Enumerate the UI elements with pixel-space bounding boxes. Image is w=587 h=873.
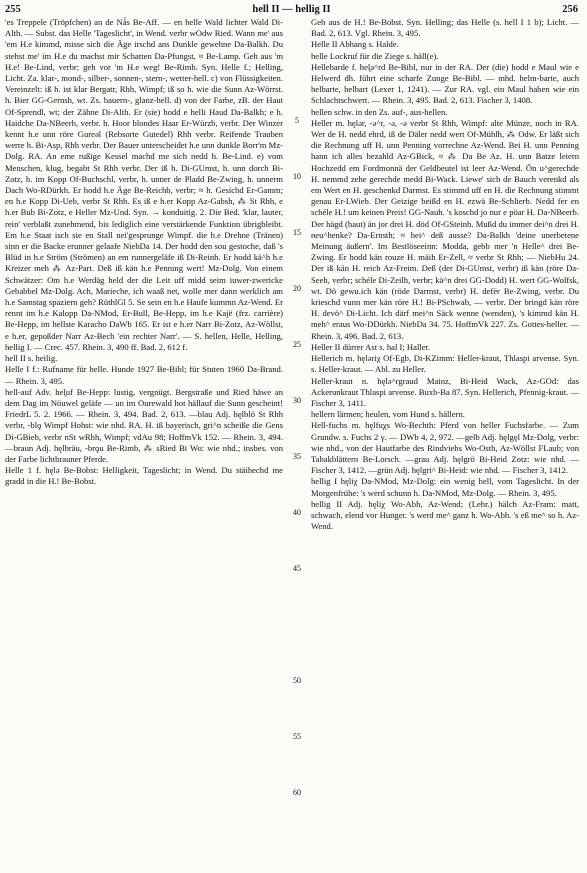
entry-hellen: hellen schw. in den Zs. auf-, aus-hellen. <box>311 106 448 117</box>
entry-heller: Heller m. hęlǝr, -ǝ^r, -ǝ, -ǝ verbr St Rhh, Wimpf: alte Münze, noch in RA. Wer de H. nedd ehrd, iß de Däler nedd wert Of-Mühlh, ⁂ Odw. Er läßt sich die Rechnung uff H. unn Penning vorrechne Az-Wend. Bei H. unn Penning hann ich alles bezahld Az-GBick, ≈ ⁂ Da Be Az. H. unn Batze leiern Hochzedd em Fordmonnä der Geldbeutel ist leer Az-Wend. Ön u^gerechde H. nemmd zehe gerechde medd Bi-Wack. Liewe' sich de Bauch verenkd als em Wert en H. geschenkd Darmst. Es stimmd uff en H. die Rechnung stimmt genau Er-LWieb. Der Geizige beißd en H. ezwä Be-Schlierb. Nedd fer en schéle H.! um keinen Preis! GG-Nauh. 's koschd jo nur e pöar H. Da-NBeerb. Der hägd (haut) än jor drei H. död Of-GSteinh. Mußd du immer dei^n drei H. neu^henke? Da-Ernsth; ≈ hei^ deß ausse? Da-Balkh 'deine unerbetene Meinung äußern'. Im Bestlöseeinn: Modda, gebb mer 'n Helle^ drei Be-Zwing. Er hodd kän rouze H. mäih Er-Zell, ≈ verbr St Rhh; — NiebHu 24. Der iß kän H. reich Az-Freim. Deß (der Di-GUmst, verbr) iß kän (röre Da-Seeh, verbr; schéle Di-Zeilh, verbr; kä^n drei GG-Dodd) H. wert GG-Wolfsk, wt. Dö gewu.ich kän (röde Darmst, verbr) H. defër Be-Zwing, verbr. Du krieschd vunn mer kän röre H.! Bi-PSchwab, — verbr. Der bringd kän röre H. devö^ Di-Licht. Ich därf mei^n Säck wenne (wenden), 's kimmd kän H. meh^ eraus Wo-DDürkh. NiebDa 34. 75. HoffmVk 227. Zs. Gottes-heller. — Rhein. 3, 496. Bad. 2, 613. <box>311 117 579 341</box>
page-header <box>5 3 578 16</box>
line-number: 25 <box>293 340 301 349</box>
entry-hell-continued: 'es Treppele (Tröpfchen) an de Nǻs Be-Aff. — en helle Wald lichter Wald Di-Alth. — Subst. das Helle 'Tageslicht', in Wend. verbr wOdw Ried. Wann me' aus 'em H.e kimmd, misse sich die Äge irschd ans Dunkle gewehne Da-Balkh. Du stehst me' im H.e du machst mir Schatten Da-Pfungst, ≈ Be-Lamp. Geh aus 'm H.e! Be-Lind, verbr; geh vor 'm H.e weg! Be-Rimb. Syn. Helle f.; Helling, Licht. Za. klar-, mond-, silber-, sonnen-, stern-, wetter-hell. c) von Flüssigkeiten. Vereinzelt: iß h. ist klar Bergatr, Rhh, Wimpf; iß so h. wie die Sunn Az-Wörrst. h. Bier GG-Gernsh, wt. Zs. bauern-, glanz-hell. d) von der Farbe, zB. der Haut Of-Sprendl, wt; der Zähne Di-Alth. Er (sie) hodd e helli Haud Da-Balkh; e h. Haidche Da-NBeerb, verbr. h. Hoor blondes Haar Er-Würzb, verbr. Der Winzer kennt h.e unn röre Gureǝl (Rebsorte Gutedel) Rhh verbr. Reifende Trauben werre h. Bi-Asp, Rhh verbr. Der Bauer unterscheidet h.e unn dunkle Borr'm Mz-Dolg. RA. An eme rußige Kessel machd me sich nedd h. Be-Lind. e) vom Menschen, klug, begabt St Rhh verbr. Der iß h. Di-GUmst, h. unn dorch Bi-Zotz, h. im Kopp Of-Buchschl, verbr, h. unner de Pladd Be-Zwing, h. unnerm Dach Wo-RDürkh. Er hodd h.e Äge Be-Reichb, verbr; ≈ h. Gesichd Er-Gamm; en h.e Kopp Di-Ueb, verbr St Rhh. Es iß e h.er Kopp Az-Gabsh, ⁂ St Rhh, e h.er Bub Bi-Zotz, e Heller Mz-Und. Syn. → konduitig. 2. Die Bed. 'klar, lauter, rein' verblaßt zunehmend, bis lediglich eine verstärkende Funktion übrigbleibt. Em h.e Staat isch sie en Stall nei'gesprunge Wimpf. die h.e Drehne (Tränen) sinn er die Backe erunner gelaafe NiebDa 14. Der hodd den sou gestoche, daß 's Blüd in h.e Ström (Strömen) an em runnergeläfe iß Di-Reinh. Er hodd kä^h h.e Kreizer meh ⁂ Az-Part. Deß iß kän h.e Penning wert! Mz-Dolg. Von einem Schwätzer: Om h.e Werdäg held der die Leit uff midd seim iuwer-zwericke Gebabbel Mz-Dolg. Ach, Marieche, ich waaß net, wolle mer dann werklich am h.e Samstag spaziern geh? RüthlGl 5. Se sein en h.e Haufe kummn Az-Wend. Er rennt im h.e Kalopp Da-NMod, Er-Bull, Be-Hepp, im h.e Kajë (frz. carrière) Be-Hepp, im hellste Karacho DaWb 165. Er ist e h.er Narr Bi-Zotz, Az-Wöllst, e h.er, gepoßder Narr Az-Bech 'ein rechter Narr'. — S. hellen, Helle, Helling, hellig I. — Crec. 457. Rhein. 3, 490 ff. Bad. 2, 612 f. <box>5 17 283 352</box>
page-number-left: 255 <box>5 4 21 15</box>
entry-helle-ii: Helle II Abhang s. Halde. <box>311 39 399 50</box>
entry-hellern: hellern lärmen; heulen, vom Hund s. hällern. <box>311 409 465 420</box>
line-number: 40 <box>293 508 301 517</box>
entry-hellig-i: hellig I hęliχ Da-NMod, Mz-Dolg: ein wenig hell, vom Tageslicht. In der Morgenfrühe: 's werd schunn h. Da-NMod, Mz-Dolg. — Rhein. 3, 495. <box>311 476 579 498</box>
entry-heller-ii: Heller II dürrer Ast s. hal I; Haller. <box>311 341 431 352</box>
line-number: 30 <box>293 396 301 405</box>
line-number: 45 <box>293 564 301 573</box>
entry-hellebarde: Hellebarde f. hel̯ǝ^rd Be-Bibl, nur in der RA. Der (die) hodd e Maul wie e Helwerd dh. führt eine scharfe Zunge Be-Bibl. — mhd. helm-barte, auch helbarte, helbart (Lexer 1, 1241). — Zur RA. vgl. ein Maul haben wie ein Schlachtschwert. — Rhein. 3, 495. Bad. 2, 613. Fischer 3, 1408. <box>311 61 579 106</box>
line-number: 5 <box>295 116 299 125</box>
page-title: hell II — hellig II <box>252 4 331 15</box>
line-number: 15 <box>293 228 301 237</box>
entry-heller-kraut: Heller-kraut n. hęlǝ^rgraud Mainz, Bi-Heid Wack, Az-GOd: das Ackerunkraut Thlaspi arvense. Buxb-Ba 87. Syn. Hellerich, Pfennig-kraut. — Fischer 3, 1411. <box>311 375 579 408</box>
line-number: 10 <box>293 172 301 181</box>
entry-hell-fuchs: Hell-fuchs m. hęlfuχs Wo-Bechth: Pferd von heller Fuchsfarbe. — Zum Grundw. s. Fuchs 2 γ. — DWb 4, 2, 972. —gelb Adj. hęlgęl Mz-Dolg, verbr: wie nhd., von der Hautfarbe des Rindviehs Wo-Osth, Az-Wöllst FLaub; von Tabakblättern Be-Lorsch. —grau Adj. hęlgrö Bi-Heid Zotz: wie nhd. — Fischer 3, 1412. —grün Adj. hęlgri^ Bi-Heid: wie nhd. — Fischer 3, 1412. <box>311 420 579 476</box>
entry-helle-1-continued: Geh aus de H.! Be-Bobst. Syn. Helling; das Helle (s. hell I 1 b); Licht. — Bad. 2, 613. Vgl. Rhein. 3, 495. <box>311 17 579 39</box>
page-number-right: 256 <box>562 4 578 15</box>
entry-helle-lockruf: helle Lockruf für die Ziege s. häll(e). <box>311 50 439 61</box>
entry-hell-ii: hell II s. heilig. <box>5 353 58 364</box>
line-number: 35 <box>293 452 301 461</box>
entry-helle-i-rufname: Helle I f.: Rufname für helle. Hunde 1927 Be-Bibl; für Stuten 1960 Da-Brand. — Rhein. 3, 495. <box>5 364 283 386</box>
entry-hell-auf: hell-auf Adv. hel̯uf Be-Hepp: lustig, vergnügt. Bergstraße und Ried häwe an dem Dag im Nöuwel geläfe — un im Ourewald hot hällauf die Sunn gescheint! FriedrL 5. 2. 1966. — Rhein. 3, 494. Bad. 2, 613. —blau Adj. hęlblö St Rhh verbr, -blǫ Wimpf Hohst: wie nhd. RA. H. iß bayerisch, gri^n scheiße die Gens Di-GBieb, verbr nSt wRhh, Wimpf; vdAu 98; HoffmVk 152. — Rhein. 3, 494. —braun Adj. hęlbräu, -brǫu Be-Rimb, ⁂ sRied Bi Wo: wie nhd.; insbes. von der Farbe lichtbrauner Pferde. <box>5 386 283 464</box>
entry-hellerich: Hellerich m. hęlǝriχ Of-Egb, Di-KZimm: Heller-kraut, Thlaspi arvense. Syn. s. Heller-kraut. — Abl. zu Heller. <box>311 353 579 375</box>
right-column <box>311 17 579 532</box>
line-number: 50 <box>293 676 301 685</box>
line-number: 55 <box>293 732 301 741</box>
left-column <box>5 17 283 488</box>
line-number: 60 <box>293 788 301 797</box>
line-number: 20 <box>293 284 301 293</box>
entry-hellig-ii: hellig II Adj. hęliχ Wo-Abh, Az-Wend; (Lehr.) hälch Az-Fram: matt, schwach, elend vor Hunger. 's werd me^ ganz h. Wo-Abh. 's eß me^ so h. Az-Wend. <box>311 498 579 532</box>
entry-helle-1: Helle 1 f. hęlǝ Be-Bobst: Helligkeit, Tageslicht; in Wend. Du stäihechd me gradd in die H.! Be-Bobst. <box>5 465 283 487</box>
